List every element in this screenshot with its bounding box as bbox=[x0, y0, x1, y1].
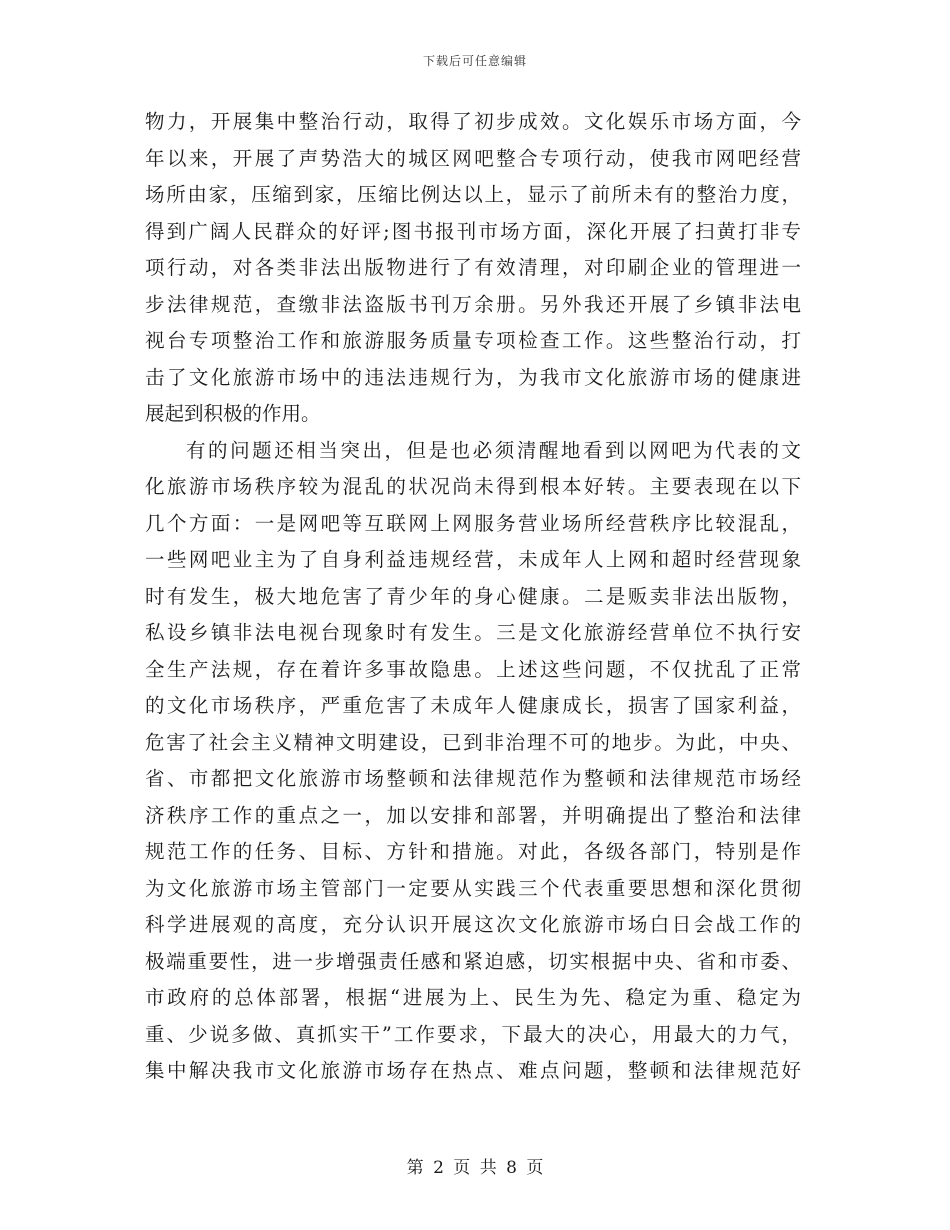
paragraph-line: 市政府的总体部署，根据“进展为上、民生为先、稳定为重、稳定为 bbox=[145, 986, 801, 1009]
paragraph-line: 得到广阔人民群众的好评;图书报刊市场方面，深化开展了扫黄打非专 bbox=[145, 219, 801, 243]
paragraph-line: 一些网吧业主为了自身利益违规经营，未成年人上网和超时经营现象 bbox=[145, 548, 801, 571]
document-body bbox=[145, 104, 801, 1090]
paragraph-line: 科学进展观的高度，充分认识开展这次文化旅游市场白日会战工作的 bbox=[145, 913, 801, 936]
page-number-footer: 第 2 页 共 8 页 bbox=[406, 1158, 544, 1178]
paragraph-line: 济秩序工作的重点之一，加以安排和部署，并明确提出了整治和法律 bbox=[145, 803, 801, 827]
paragraph bbox=[145, 104, 801, 433]
paragraph-line: 的文化市场秩序，严重危害了未成年人健康成长，损害了国家利益， bbox=[145, 694, 801, 717]
page-header: 下载后可任意编辑 bbox=[422, 54, 527, 68]
paragraph-line: 年以来，开展了声势浩大的城区网吧整合专项行动，使我市网吧经营 bbox=[145, 146, 801, 170]
paragraph-line: 视台专项整治工作和旅游服务质量专项检查工作。这些整治行动，打 bbox=[145, 329, 801, 352]
paragraph-line: 时有发生，极大地危害了青少年的身心健康。二是贩卖非法出版物， bbox=[145, 584, 801, 608]
paragraph-line: 规范工作的任务、目标、方针和措施。对此，各级各部门，特别是作 bbox=[145, 840, 801, 863]
paragraph bbox=[145, 433, 801, 1090]
paragraph-line: 化旅游市场秩序较为混乱的状况尚未得到根本好转。主要表现在以下 bbox=[145, 475, 801, 498]
paragraph-line: 展起到积极的作用。 bbox=[145, 402, 321, 425]
paragraph-line: 省、市都把文化旅游市场整顿和法律规范作为整顿和法律规范市场经 bbox=[145, 767, 801, 790]
paragraph-line: 极端重要性，进一步增强责任感和紧迫感，切实根据中央、省和市委、 bbox=[145, 949, 801, 973]
paragraph-line: 步法律规范，查缴非法盗版书刊万余册。另外我还开展了乡镇非法电 bbox=[145, 292, 801, 316]
paragraph-line: 全生产法规，存在着许多事故隐患。上述这些问题，不仅扰乱了正常 bbox=[145, 657, 801, 681]
paragraph-line: 击了文化旅游市场中的违法违规行为，为我市文化旅游市场的健康进 bbox=[145, 365, 801, 389]
paragraph-line: 场所由家，压缩到家，压缩比例达以上，显示了前所未有的整治力度， bbox=[145, 183, 801, 206]
paragraph-line: 物力，开展集中整治行动，取得了初步成效。文化娱乐市场方面，今 bbox=[145, 110, 801, 133]
paragraph-line: 几个方面：一是网吧等互联网上网服务营业场所经营秩序比较混乱， bbox=[145, 511, 801, 535]
paragraph-line: 私设乡镇非法电视台现象时有发生。三是文化旅游经营单位不执行安 bbox=[145, 621, 801, 644]
paragraph-line: 危害了社会主义精神文明建设，已到非治理不可的地步。为此，中央、 bbox=[145, 730, 801, 754]
paragraph-line: 项行动，对各类非法出版物进行了有效清理，对印刷企业的管理进一 bbox=[145, 256, 801, 279]
paragraph-line: 为文化旅游市场主管部门一定要从实践三个代表重要思想和深化贯彻 bbox=[145, 876, 801, 900]
paragraph-line: 重、少说多做、真抓实干”工作要求，下最大的决心，用最大的力气， bbox=[145, 1022, 801, 1046]
paragraph-line: 集中解决我市文化旅游市场存在热点、难点问题，整顿和法律规范好 bbox=[145, 1059, 801, 1082]
paragraph-line: 有的问题还相当突出，但是也必须清醒地看到以网吧为代表的文 bbox=[186, 438, 801, 462]
